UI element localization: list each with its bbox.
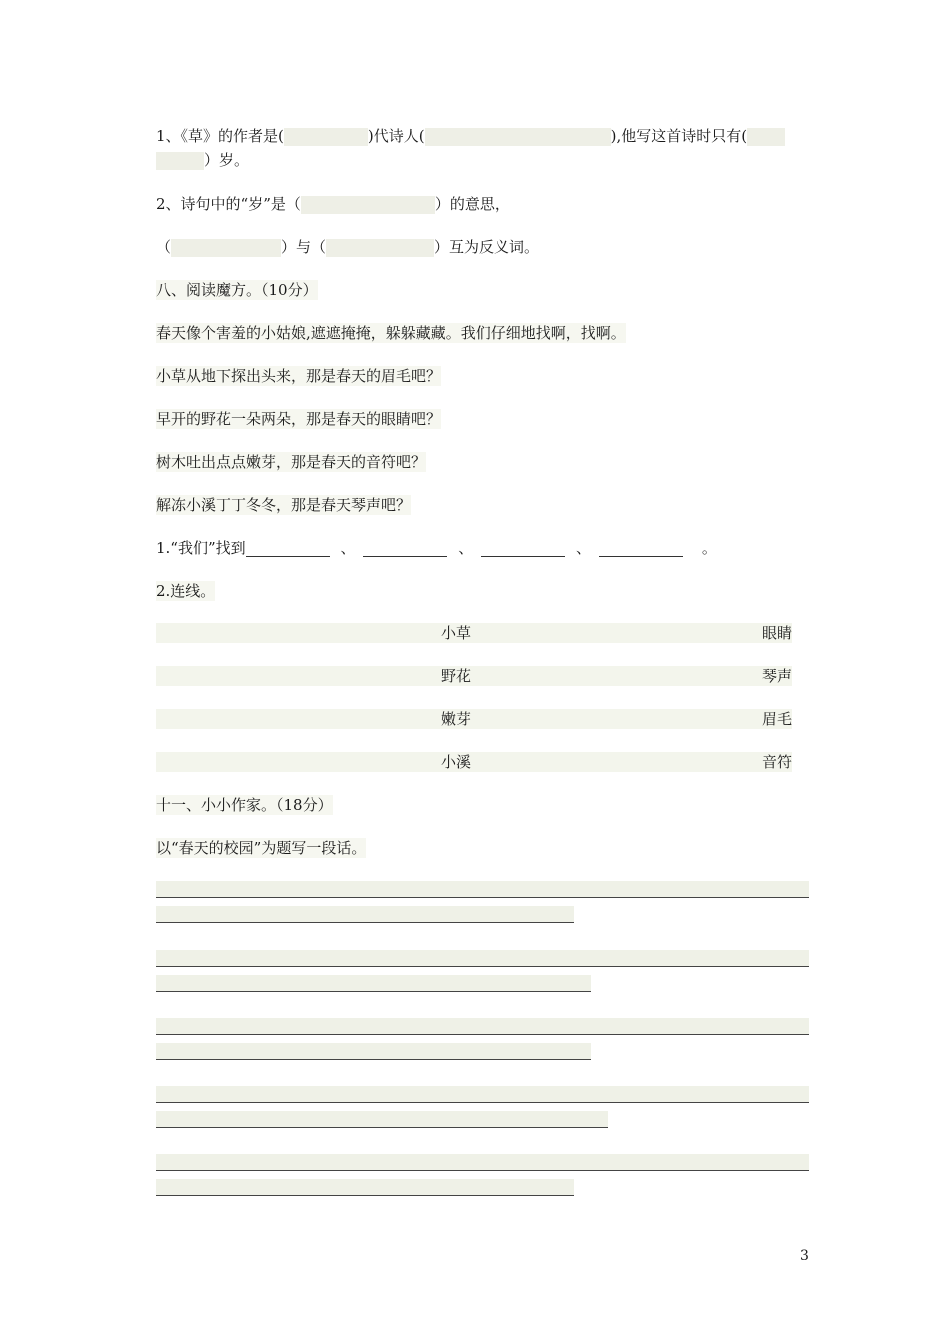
separator: 、 — [576, 539, 592, 557]
question-author-text-2: )代诗人( — [367, 127, 425, 145]
match-right-item[interactable]: 眉毛 — [761, 710, 792, 728]
question-antonym-text-1: （ — [156, 238, 172, 256]
question-antonym-text-2: ）与（ — [281, 238, 327, 256]
question-author-text-4: ）岁。 — [204, 151, 250, 169]
question-meaning-text-1: 2、诗句中的“岁”是（ — [156, 195, 301, 213]
question-author-text-3: ),他写这首诗时只有( — [610, 127, 748, 145]
page-number: 3 — [800, 1248, 809, 1264]
writing-lines[interactable] — [156, 1018, 809, 1060]
passage-line-5: 解冻小溪丁丁冬冬，那是春天琴声吧？ — [156, 496, 412, 514]
writing-line[interactable] — [156, 881, 809, 898]
writing-line[interactable] — [156, 906, 574, 923]
writing-prompt: 以“春天的校园”为题写一段话。 — [156, 839, 367, 857]
writing-lines[interactable] — [156, 881, 809, 923]
age-blank[interactable] — [156, 152, 204, 170]
match-right-item[interactable]: 琴声 — [761, 667, 792, 685]
meaning-blank[interactable] — [301, 196, 435, 214]
question-meaning-text-2: ）的意思， — [434, 195, 510, 213]
question-found-label: 1.“我们”找到 — [156, 539, 246, 557]
antonym-blank-1[interactable] — [171, 239, 281, 257]
match-right-item[interactable]: 音符 — [761, 753, 792, 771]
antonym-blank-2[interactable] — [326, 239, 434, 257]
question-found-end: 。 — [701, 539, 717, 557]
found-blank-2[interactable] — [363, 542, 447, 557]
passage-line-1: 春天像个害羞的小姑娘,遮遮掩掩，躲躲藏藏。我们仔细地找啊，找啊。 — [156, 324, 626, 342]
writing-line[interactable] — [156, 1018, 809, 1035]
found-blank-1[interactable] — [246, 542, 330, 557]
question-author-continued — [156, 150, 249, 170]
writing-line[interactable] — [156, 1154, 809, 1171]
passage-line-2: 小草从地下探出头来，那是春天的眉毛吧？ — [156, 367, 442, 385]
separator: 、 — [458, 539, 474, 557]
found-blank-4[interactable] — [599, 542, 683, 557]
match-row — [156, 752, 792, 772]
writing-line[interactable] — [156, 1179, 574, 1196]
question-antonym — [156, 237, 539, 257]
question-found — [156, 538, 717, 558]
passage-line-4: 树木吐出点点嫩芽，那是春天的音符吧？ — [156, 453, 427, 471]
question-author — [156, 126, 785, 146]
match-row — [156, 709, 792, 729]
match-right-item[interactable]: 眼睛 — [761, 624, 792, 642]
match-left-item[interactable]: 小草 — [441, 624, 472, 642]
dynasty-blank[interactable] — [284, 128, 368, 146]
section-11-title: 十一、小小作家。（18分） — [156, 796, 333, 814]
writing-line[interactable] — [156, 1086, 809, 1103]
poet-blank[interactable] — [425, 128, 611, 146]
match-left-item[interactable]: 嫩芽 — [441, 710, 472, 728]
section-8-title: 八、阅读魔方。（10分） — [156, 281, 318, 299]
writing-lines[interactable] — [156, 1086, 809, 1128]
found-blank-3[interactable] — [481, 542, 565, 557]
writing-lines[interactable] — [156, 950, 809, 992]
question-meaning — [156, 194, 510, 214]
writing-line[interactable] — [156, 1111, 608, 1128]
match-left-item[interactable]: 小溪 — [441, 753, 472, 771]
question-match-label: 2.连线。 — [156, 582, 216, 600]
writing-line[interactable] — [156, 975, 591, 992]
match-row — [156, 623, 792, 643]
passage-line-3: 早开的野花一朵两朵，那是春天的眼睛吧？ — [156, 410, 442, 428]
age-blank-start[interactable] — [747, 128, 785, 146]
question-antonym-text-3: ）互为反义词。 — [434, 238, 540, 256]
separator: 、 — [340, 539, 356, 557]
question-author-text-1: 1、《草》的作者是( — [156, 127, 284, 145]
writing-lines[interactable] — [156, 1154, 809, 1196]
writing-line[interactable] — [156, 1043, 591, 1060]
writing-line[interactable] — [156, 950, 809, 967]
match-left-item[interactable]: 野花 — [441, 667, 472, 685]
match-row — [156, 666, 792, 686]
